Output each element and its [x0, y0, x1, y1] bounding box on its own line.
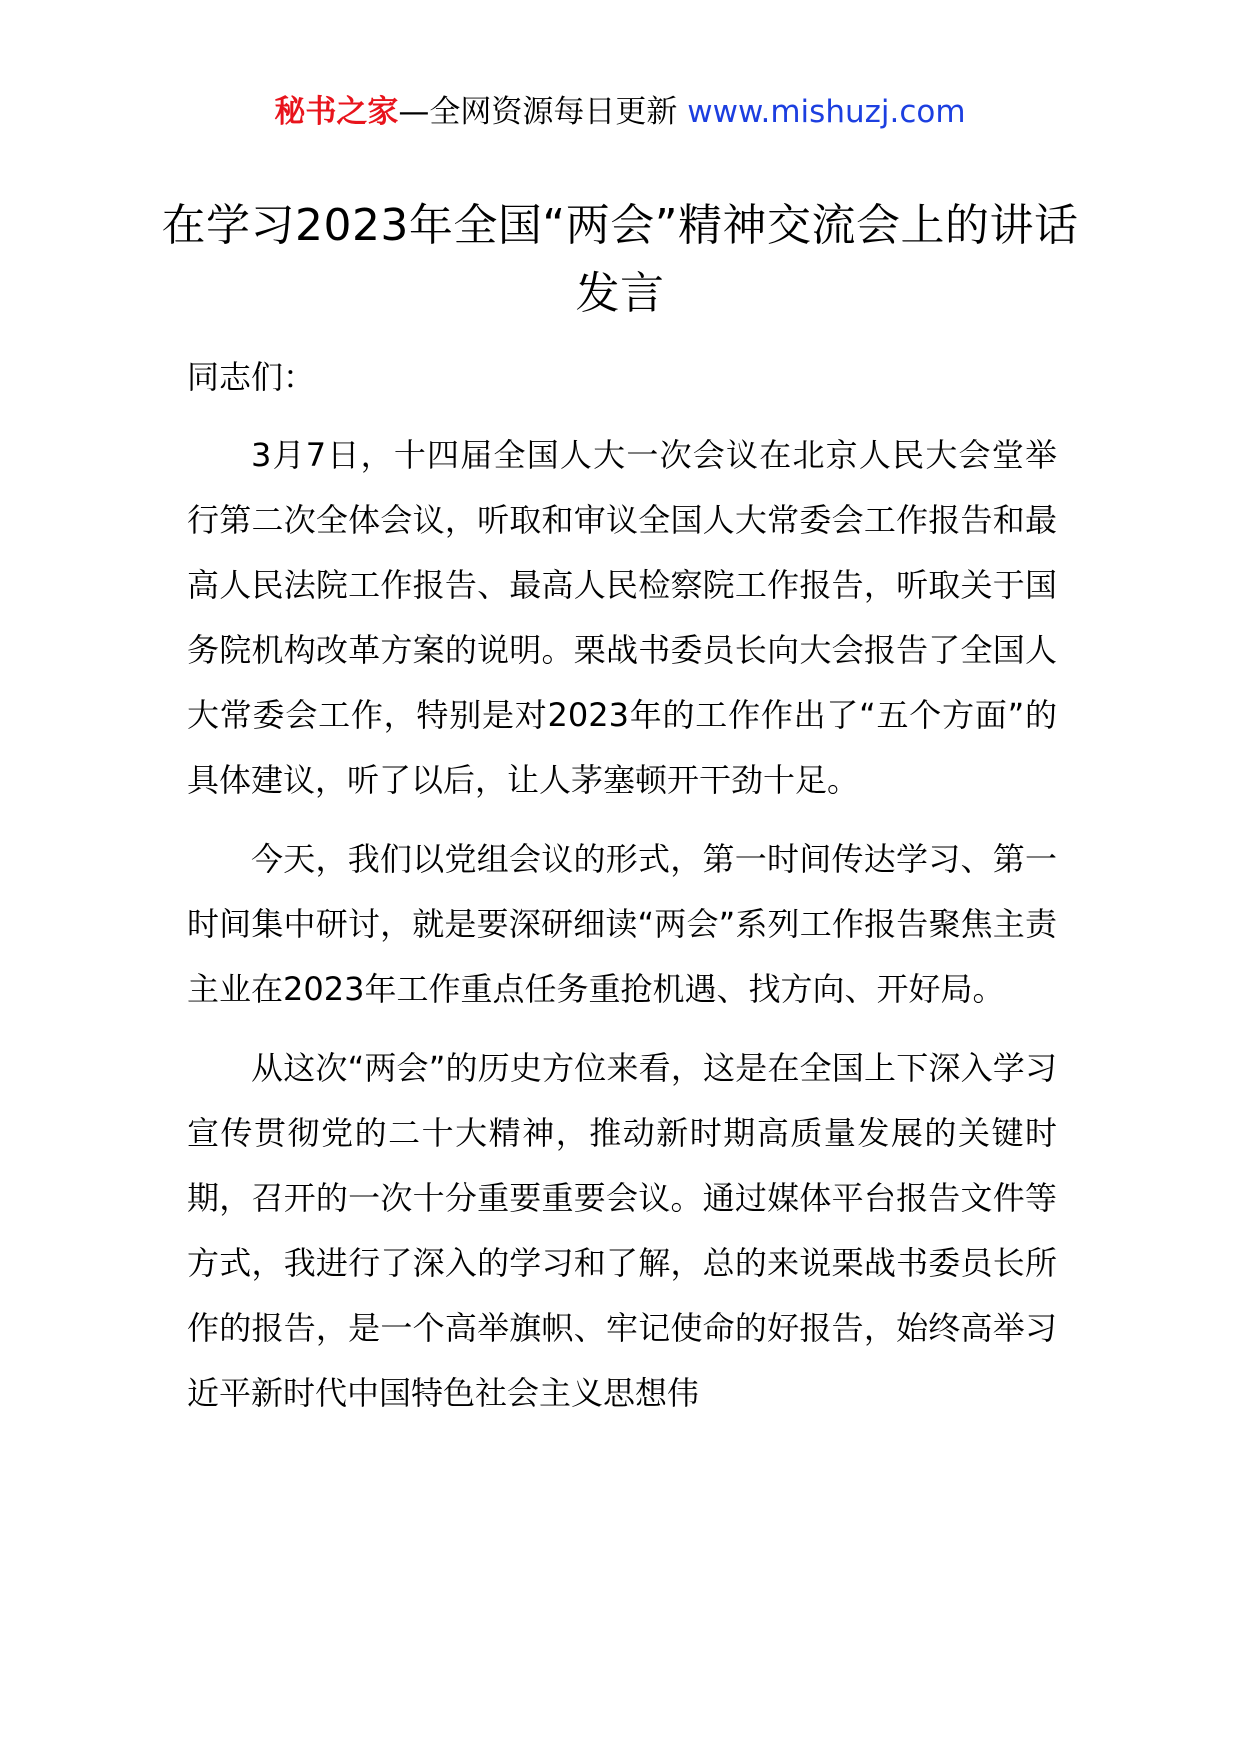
header-tagline: —全网资源每日更新: [398, 94, 688, 130]
document-body: [187, 345, 1057, 1440]
salutation: 同志们：: [187, 358, 316, 396]
document-title: 在学习2023年全国“两会”精神交流会上的讲话发言: [161, 200, 1079, 319]
paragraph-1: 3月7日，十四届全国人大一次会议在北京人民大会堂举行第二次全体会议，听取和审议全国人大常委会工作报告和最高人民法院工作报告、最高人民检察院工作报告，听取关于国务院机构改革方案的说明。栗战书委员长向大会报告了全国人大常委会工作，特别是对2023年的工作作出了“五个方面”的具体建议，听了以后，让人茅塞顿开干劲十足。: [187, 436, 1057, 799]
paragraph-3: 从这次“两会”的历史方位来看，这是在全国上下深入学习宣传贯彻党的二十大精神，推动新时期高质量发展的关键时期，召开的一次十分重要重要会议。通过媒体平台报告文件等方式，我进行了深入的学习和了解，总的来说栗战书委员长所作的报告，是一个高举旗帜、牢记使命的好报告，始终高举习近平新时代中国特色社会主义思想伟: [187, 1049, 1057, 1412]
site-header: [0, 92, 1240, 132]
paragraph-2: 今天，我们以党组会议的形式，第一时间传达学习、第一时间集中研讨，就是要深研细读“两会”系列工作报告聚焦主责主业在2023年工作重点任务重抢机遇、找方向、开好局。: [187, 840, 1057, 1008]
brand-name: 秘书之家: [274, 94, 399, 130]
site-url-link[interactable]: www.mishuzj.com: [687, 94, 966, 130]
